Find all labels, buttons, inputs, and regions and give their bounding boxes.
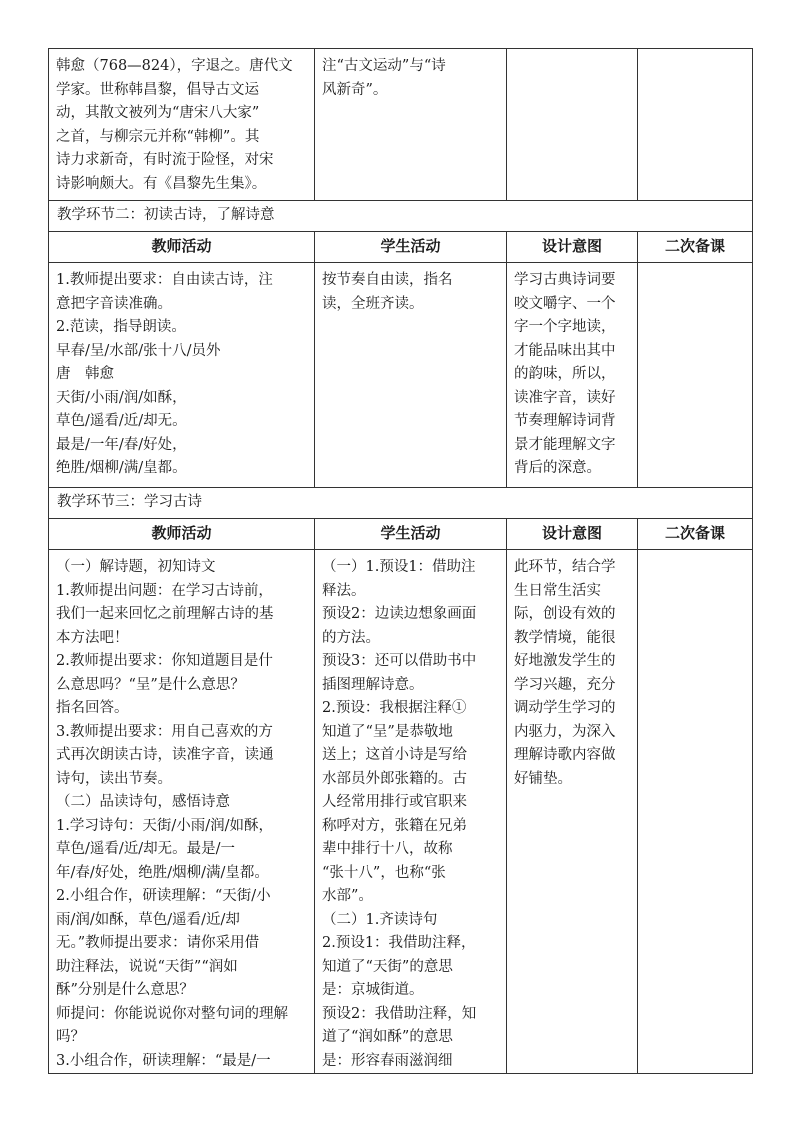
text-line: 2.小组合作，研读理解：“天街/小: [56, 888, 271, 904]
text-line: “张十八”，也称“张: [322, 864, 446, 881]
text-line: 2.预设：我根据注释①: [322, 700, 467, 716]
section-title: 教学环节三：学习古诗: [49, 488, 753, 519]
header-second-prep: 二次备课: [638, 232, 753, 263]
text-line: 咬文嚼字、一个: [514, 295, 616, 312]
text-line: 3.教师提出要求：用自己喜欢的方: [56, 723, 273, 740]
text-line: 背后的深意。: [514, 460, 601, 476]
text-line: 年/春/好处，绝胜/烟柳/满/皇都。: [56, 864, 269, 881]
text-line: 师提问：你能说说你对整句词的理解: [56, 1005, 288, 1022]
student-activity-cell: [315, 49, 507, 201]
text-line: 助注释法，说说“天街”“润如: [56, 958, 238, 975]
text-line: 注“古文运动”与“诗: [322, 58, 446, 74]
table-row: [49, 550, 753, 1074]
text-line: 插图理解诗意。: [322, 676, 424, 693]
text-line: 2.预设1：我借助注释，: [322, 935, 476, 951]
text-line: 草色/遥看/近/却无。最是/一: [56, 841, 236, 857]
teacher-activity-text: [56, 269, 307, 481]
text-line: 学习兴趣，充分: [514, 676, 616, 693]
text-line: 节奏理解诗词背: [514, 413, 616, 429]
text-line: 无。”教师提出要求：请你采用借: [56, 935, 260, 951]
text-line: 风新奇”。: [322, 81, 388, 98]
text-line: 唐 韩愈: [56, 366, 114, 382]
section-row: [49, 201, 753, 232]
text-line: 释法。: [322, 582, 366, 599]
text-line: 学家。世称韩昌黎，倡导古文运: [56, 81, 259, 98]
design-intent-cell: [507, 49, 638, 201]
text-line: 雨/润/如酥，草色/遥看/近/却: [56, 911, 240, 928]
second-prep-cell: [638, 550, 753, 1074]
second-prep-cell: [638, 49, 753, 201]
design-intent-text: [514, 269, 630, 481]
text-line: 预设3：还可以借助书中: [322, 653, 477, 669]
text-line: 水部”。: [322, 888, 373, 904]
text-line: 理解诗歌内容做: [514, 747, 616, 763]
text-line: 么意思吗？“呈”是什么意思？: [56, 676, 245, 693]
header-teacher-activity: 教师活动: [49, 519, 315, 550]
text-line: （二）1.齐读诗句: [322, 911, 438, 928]
text-line: 动，其散文被列为“唐宋八大家”: [56, 105, 260, 121]
header-student-activity: 学生活动: [315, 519, 507, 550]
header-row: [49, 232, 753, 263]
text-line: 诗力求新奇，有时流于险怪，对宋: [56, 152, 274, 168]
author-bio: [56, 55, 307, 196]
teacher-activity-text: [56, 556, 307, 1073]
header-second-prep: 二次备课: [638, 519, 753, 550]
second-prep-cell: [638, 263, 753, 488]
text-line: 是：形容春雨滋润细: [322, 1052, 453, 1069]
text-line: 我们一起来回忆之前理解古诗的基: [56, 606, 274, 622]
text-line: 称呼对方，张籍在兄弟: [322, 817, 467, 834]
text-line: 意把字音读准确。: [56, 295, 172, 312]
text-line: 送上；这首小诗是写给: [322, 747, 467, 763]
lesson-plan-table: [48, 48, 753, 1074]
text-line: 之首，与柳宗元并称“韩柳”。其: [56, 128, 260, 145]
text-line: 知道了“天街”的意思: [322, 958, 453, 975]
text-line: 1.学习诗句：天街/小雨/润/如酥，: [56, 817, 273, 834]
text-line: 按节奏自由读，指名: [322, 272, 453, 288]
text-line: 辈中排行十八，故称: [322, 841, 453, 857]
text-line: 调动学生学习的: [514, 700, 616, 716]
table-row: [49, 263, 753, 488]
text-line: （二）品读诗句，感悟诗意: [56, 794, 230, 810]
header-student-activity: 学生活动: [315, 232, 507, 263]
section-row: [49, 488, 753, 519]
text-line: 好地激发学生的: [514, 653, 616, 669]
text-line: 诗句，读出节奏。: [56, 770, 172, 787]
student-activity-text: [322, 556, 499, 1073]
design-intent-cell: [507, 550, 638, 1074]
text-line: 知道了“呈”是恭敬地: [322, 723, 453, 740]
header-row: [49, 519, 753, 550]
text-line: 字一个字地读，: [514, 319, 616, 335]
text-line: 内驱力，为深入: [514, 723, 616, 740]
text-line: 韩愈（768—824），字退之。唐代文: [56, 58, 293, 74]
text-line: 酥”分别是什么意思？: [56, 982, 194, 998]
text-line: 的韵味，所以，: [514, 366, 616, 382]
design-intent-text: [514, 556, 630, 791]
text-line: 是：京城街道。: [322, 982, 424, 998]
text-line: 学习古典诗词要: [514, 272, 616, 288]
text-line: 景才能理解文字: [514, 436, 616, 453]
text-line: 1.教师提出问题：在学习古诗前，: [56, 582, 273, 599]
text-line: 读准字音，读好: [514, 389, 616, 406]
text-line: 的方法。: [322, 629, 380, 646]
text-line: 1.教师提出要求：自由读古诗，注: [56, 272, 273, 288]
section-title: 教学环节二：初读古诗，了解诗意: [49, 201, 753, 232]
text-line: 水部员外郎张籍的。古: [322, 770, 467, 787]
text-line: （一）解诗题，初知诗文: [56, 559, 216, 575]
text-line: 际，创设有效的: [514, 606, 616, 622]
text-line: 预设2：边读边想象画面: [322, 606, 477, 622]
table-row: [49, 49, 753, 201]
text-line: 本方法吧！: [56, 629, 129, 646]
text-line: 早春/呈/水部/张十八/员外: [56, 342, 221, 359]
text-line: 草色/遥看/近/却无。: [56, 413, 187, 429]
header-teacher-activity: 教师活动: [49, 232, 315, 263]
student-note: [322, 55, 499, 102]
text-line: 人经常用排行或官职来: [322, 794, 467, 810]
text-line: 式再次朗读古诗，读准字音，读通: [56, 747, 274, 763]
teacher-activity-cell: [49, 49, 315, 201]
text-line: 天街/小雨/润/如酥，: [56, 389, 187, 406]
text-line: 2.范读，指导朗读。: [56, 319, 186, 335]
text-line: 好铺垫。: [514, 770, 572, 787]
student-activity-cell: [315, 550, 507, 1074]
text-line: 3.小组合作，研读理解：“最是/一: [56, 1052, 271, 1069]
text-line: 教学情境，能很: [514, 629, 616, 646]
text-line: （一）1.预设1：借助注: [322, 559, 476, 575]
text-line: 吗？: [56, 1029, 85, 1045]
header-design-intent: 设计意图: [507, 519, 638, 550]
text-line: 道了“润如酥”的意思: [322, 1029, 453, 1045]
text-line: 指名回答。: [56, 700, 129, 716]
text-line: 诗影响颇大。有《昌黎先生集》。: [56, 175, 267, 192]
text-line: 2.教师提出要求：你知道题目是什: [56, 653, 273, 669]
text-line: 预设2：我借助注释，知: [322, 1005, 477, 1022]
student-activity-text: [322, 269, 499, 316]
teacher-activity-cell: [49, 550, 315, 1074]
text-line: 此环节，结合学: [514, 559, 616, 575]
student-activity-cell: [315, 263, 507, 488]
text-line: 绝胜/烟柳/满/皇都。: [56, 460, 187, 476]
text-line: 生日常生活实: [514, 582, 601, 599]
design-intent-cell: [507, 263, 638, 488]
header-design-intent: 设计意图: [507, 232, 638, 263]
text-line: 才能品味出其中: [514, 342, 616, 359]
text-line: 读，全班齐读。: [322, 295, 424, 312]
text-line: 最是/一年/春/好处，: [56, 436, 187, 453]
teacher-activity-cell: [49, 263, 315, 488]
